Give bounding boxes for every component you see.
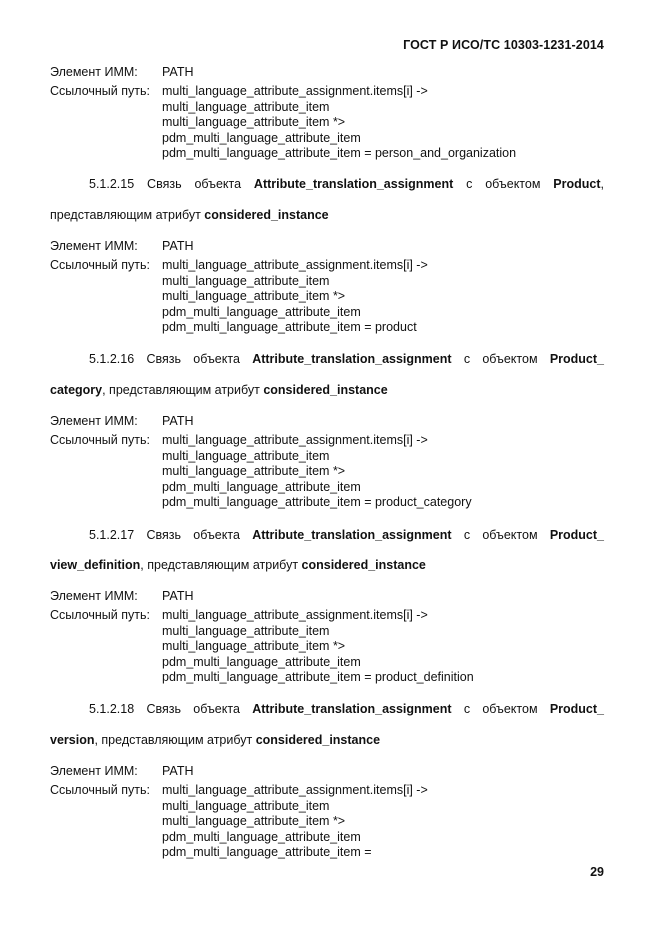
attribute-name: considered_instance [255, 733, 381, 747]
path-label: Ссылочный путь: [50, 433, 150, 448]
path-line: multi_language_attribute_assignment.items[i] -> [162, 433, 428, 448]
target-tail: category [50, 383, 103, 397]
element-row [50, 589, 605, 604]
heading-word: с [466, 177, 473, 191]
element-label: Элемент ИММ: [50, 764, 138, 778]
section-number: 5.1.2.16 [89, 352, 135, 366]
heading-word: объекта [193, 528, 240, 542]
entity-name: Attribute_translation_assignment [253, 177, 454, 191]
element-row [50, 239, 605, 254]
heading-text: , представляющим атрибут [94, 733, 256, 747]
element-value: PATH [162, 589, 194, 603]
path-row [50, 258, 605, 335]
section-heading-continuation [50, 557, 605, 573]
path-line: multi_language_attribute_item *> [162, 115, 346, 130]
element-row [50, 65, 605, 80]
element-value: PATH [162, 65, 194, 79]
target-tail: view_definition [50, 558, 141, 572]
path-line: pdm_multi_language_attribute_item [162, 829, 361, 844]
path-line: multi_language_attribute_assignment.items[i] -> [162, 258, 428, 273]
path-lines [162, 433, 472, 510]
target-tail: version [50, 733, 95, 747]
path-lines [162, 783, 428, 860]
path-line: multi_language_attribute_assignment.items[i] -> [162, 783, 428, 798]
path-line: multi_language_attribute_item [162, 273, 330, 288]
path-row [50, 433, 605, 510]
heading-word: Связь [146, 528, 182, 542]
element-value: PATH [162, 239, 194, 253]
element-label: Элемент ИММ: [50, 65, 138, 79]
path-line: multi_language_attribute_item [162, 99, 330, 114]
path-label: Ссылочный путь: [50, 608, 150, 623]
entity-name: Attribute_translation_assignment [252, 528, 452, 542]
path-label: Ссылочный путь: [50, 783, 150, 798]
path-line: pdm_multi_language_attribute_item = product_category [162, 495, 472, 510]
heading-word: Связь [147, 177, 182, 191]
path-row [50, 608, 605, 685]
heading-word: с [463, 702, 471, 716]
target-head: Product_ [549, 528, 605, 542]
path-block-4 [50, 764, 605, 860]
path-block-2 [50, 414, 605, 510]
element-row [50, 414, 605, 429]
path-line: pdm_multi_language_attribute_item [162, 479, 361, 494]
path-block-0 [50, 65, 605, 161]
heading-text: представляющим атрибут [50, 208, 205, 222]
path-row [50, 84, 605, 161]
heading-word: с [463, 528, 471, 542]
path-line: multi_language_attribute_item *> [162, 464, 346, 479]
entity-name: Attribute_translation_assignment [252, 702, 452, 716]
element-label: Элемент ИММ: [50, 239, 138, 253]
section-heading-5-1-2-16 [50, 351, 604, 367]
heading-word: объектом [482, 528, 538, 542]
heading-word: Связь [146, 702, 182, 716]
element-label: Элемент ИММ: [50, 589, 138, 603]
target-head: Product_ [549, 352, 605, 366]
heading-word: с [463, 352, 471, 366]
path-line: multi_language_attribute_item [162, 448, 330, 463]
heading-word: объекта [194, 177, 242, 191]
heading-word: объектом [485, 177, 541, 191]
path-line: multi_language_attribute_item *> [162, 289, 346, 304]
path-label: Ссылочный путь: [50, 258, 150, 273]
target-entity [553, 177, 604, 191]
path-line: multi_language_attribute_item *> [162, 639, 346, 654]
path-lines [162, 258, 428, 335]
path-label: Ссылочный путь: [50, 84, 150, 99]
path-line: multi_language_attribute_item [162, 798, 330, 813]
path-line: multi_language_attribute_assignment.items[i] -> [162, 608, 428, 623]
attribute-name: considered_instance [204, 208, 329, 222]
heading-text: , представляющим атрибут [140, 558, 302, 572]
attribute-name: considered_instance [301, 558, 426, 572]
target-head: Product_ [549, 702, 605, 716]
section-heading-5-1-2-17 [50, 527, 604, 543]
entity-name: Attribute_translation_assignment [252, 352, 452, 366]
path-line: pdm_multi_language_attribute_item [162, 130, 361, 145]
attribute-name: considered_instance [263, 383, 388, 397]
element-row [50, 764, 605, 779]
heading-word: Связь [146, 352, 182, 366]
path-block-1 [50, 239, 605, 335]
document-header: ГОСТ Р ИСО/ТС 10303-1231-2014 [403, 38, 604, 52]
heading-punct: , [600, 177, 605, 191]
path-line: pdm_multi_language_attribute_item = person_and_organization [162, 146, 517, 161]
path-row [50, 783, 605, 860]
element-value: PATH [162, 414, 194, 428]
path-line: pdm_multi_language_attribute_item [162, 304, 361, 319]
path-lines [162, 608, 474, 685]
section-heading-5-1-2-18 [50, 701, 604, 717]
element-value: PATH [162, 764, 194, 778]
heading-word: объектом [482, 702, 538, 716]
heading-text: , представляющим атрибут [102, 383, 264, 397]
element-label: Элемент ИММ: [50, 414, 138, 428]
path-line: pdm_multi_language_attribute_item [162, 654, 361, 669]
section-heading-continuation [50, 207, 605, 223]
section-number: 5.1.2.17 [89, 528, 135, 542]
path-line: multi_language_attribute_item *> [162, 814, 346, 829]
path-line: pdm_multi_language_attribute_item = product_definition [162, 670, 474, 685]
section-heading-continuation [50, 382, 605, 398]
path-line: multi_language_attribute_item [162, 623, 330, 638]
heading-word: объекта [193, 702, 240, 716]
path-block-3 [50, 589, 605, 685]
section-number: 5.1.2.15 [89, 177, 135, 191]
path-line: multi_language_attribute_assignment.items[i] -> [162, 84, 428, 99]
section-heading-continuation [50, 732, 605, 748]
path-lines [162, 84, 516, 161]
section-number: 5.1.2.18 [89, 702, 135, 716]
section-heading-5-1-2-15 [50, 176, 604, 192]
target-head: Product [553, 177, 601, 191]
page-number: 29 [590, 865, 604, 879]
path-line: pdm_multi_language_attribute_item = [162, 845, 372, 860]
path-line: pdm_multi_language_attribute_item = product [162, 320, 417, 335]
heading-word: объекта [193, 352, 240, 366]
heading-word: объектом [482, 352, 538, 366]
